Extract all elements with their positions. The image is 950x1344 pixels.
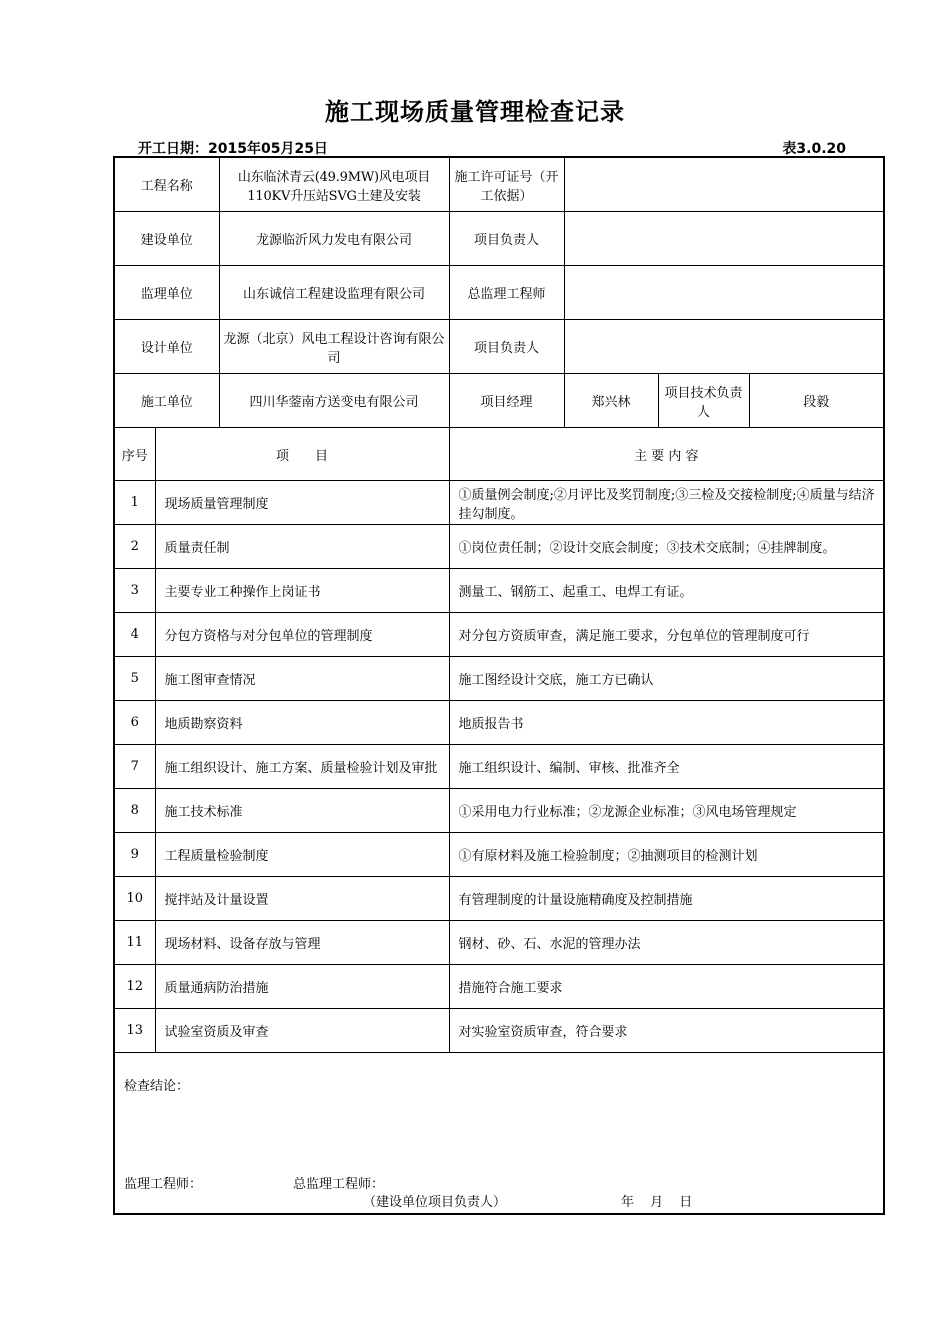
row-item: 施工图审查情况: [155, 657, 449, 701]
header-content: 主 要 内 容: [449, 428, 884, 481]
row-content: ①岗位责任制；②设计交底会制度；③技术交底制；④挂牌制度。: [449, 525, 884, 569]
info-row-project: [114, 157, 884, 212]
info-row-contractor: [114, 374, 884, 428]
row-item: 现场质量管理制度: [155, 481, 449, 525]
supervisor-label: 监理单位: [114, 266, 219, 320]
table-row: [114, 965, 884, 1009]
row-no: 5: [114, 657, 155, 701]
conclusion-row: [114, 1053, 884, 1215]
contractor-value: 四川华蓥南方送变电有限公司: [219, 374, 449, 428]
page-title: 施工现场质量管理检查记录: [325, 98, 625, 126]
row-no: 3: [114, 569, 155, 613]
header-item: 项 目: [155, 428, 449, 481]
owner-pm-label: 项目负责人: [449, 212, 564, 266]
table-row: [114, 833, 884, 877]
row-item: 质量通病防治措施: [155, 965, 449, 1009]
project-name-value: 山东临沭青云(49.9MW)风电项目110KV升压站SVG土建及安装: [219, 157, 449, 212]
row-no: 1: [114, 481, 155, 525]
row-content: 地质报告书: [449, 701, 884, 745]
row-item: 施工技术标准: [155, 789, 449, 833]
manager-label: 项目经理: [449, 374, 564, 428]
row-content: 对分包方资质审查，满足施工要求，分包单位的管理制度可行: [449, 613, 884, 657]
table-row: [114, 569, 884, 613]
permit-value: [564, 157, 884, 212]
row-content: 钢材、砂、石、水泥的管理办法: [449, 921, 884, 965]
design-pm-value: [564, 320, 884, 374]
row-content: 对实验室资质审查，符合要求: [449, 1009, 884, 1053]
chief-engineer-label: 总监理工程师: [449, 266, 564, 320]
chief-engineer-value: [564, 266, 884, 320]
owner-label: 建设单位: [114, 212, 219, 266]
row-item: 施工组织设计、施工方案、质量检验计划及审批: [155, 745, 449, 789]
project-name-label: 工程名称: [114, 157, 219, 212]
row-no: 11: [114, 921, 155, 965]
row-item: 搅拌站及计量设置: [155, 877, 449, 921]
row-content: 施工组织设计、编制、审核、批准齐全: [449, 745, 884, 789]
row-item: 质量责任制: [155, 525, 449, 569]
row-no: 2: [114, 525, 155, 569]
tech-lead-value: 段毅: [749, 374, 884, 428]
table-row: [114, 877, 884, 921]
table-row: [114, 657, 884, 701]
row-item: 现场材料、设备存放与管理: [155, 921, 449, 965]
row-no: 4: [114, 613, 155, 657]
owner-pm-signature: （建设单位项目负责人）: [363, 1195, 507, 1210]
owner-pm-value: [564, 212, 884, 266]
permit-label: 施工许可证号（开工依据）: [449, 157, 564, 212]
row-item: 分包方资格与对分包单位的管理制度: [155, 613, 449, 657]
signature-date: 年 月 日: [621, 1195, 699, 1210]
design-value: 龙源（北京）风电工程设计咨询有限公司: [219, 320, 449, 374]
supervisor-value: 山东诚信工程建设监理有限公司: [219, 266, 449, 320]
info-row-design: [114, 320, 884, 374]
row-item: 试验室资质及审查: [155, 1009, 449, 1053]
row-no: 9: [114, 833, 155, 877]
row-no: 10: [114, 877, 155, 921]
info-row-supervisor: [114, 266, 884, 320]
row-item: 工程质量检验制度: [155, 833, 449, 877]
design-label: 设计单位: [114, 320, 219, 374]
row-content: ①有原材料及施工检验制度；②抽测项目的检测计划: [449, 833, 884, 877]
table-row: [114, 921, 884, 965]
manager-value: 郑兴林: [564, 374, 658, 428]
owner-value: 龙源临沂风力发电有限公司: [219, 212, 449, 266]
items-header-row: [114, 428, 884, 481]
row-content: 施工图经设计交底，施工方已确认: [449, 657, 884, 701]
design-pm-label: 项目负责人: [449, 320, 564, 374]
row-no: 13: [114, 1009, 155, 1053]
conclusion-label: 检查结论：: [124, 1079, 190, 1094]
supervisor-engineer-signature: 监理工程师：: [124, 1177, 203, 1192]
row-item: 主要专业工种操作上岗证书: [155, 569, 449, 613]
row-content: 有管理制度的计量设施精确度及控制措施: [449, 877, 884, 921]
row-no: 7: [114, 745, 155, 789]
table-number: 表3.0.20: [782, 141, 846, 157]
row-item: 地质勘察资料: [155, 701, 449, 745]
table-row: [114, 745, 884, 789]
row-no: 12: [114, 965, 155, 1009]
contractor-label: 施工单位: [114, 374, 219, 428]
table-row: [114, 701, 884, 745]
header-no: 序号: [114, 428, 155, 481]
table-row: [114, 481, 884, 525]
info-row-owner: [114, 212, 884, 266]
subheader: [138, 138, 846, 156]
conclusion-cell: [114, 1053, 884, 1215]
inspection-table: [113, 156, 885, 1215]
table-row: [114, 525, 884, 569]
table-row: [114, 789, 884, 833]
row-content: ①质量例会制度;②月评比及奖罚制度;③三检及交接检制度;④质量与结济挂勾制度。: [449, 481, 884, 525]
row-content: 测量工、钢筋工、起重工、电焊工有证。: [449, 569, 884, 613]
row-no: 6: [114, 701, 155, 745]
tech-lead-label: 项目技术负责人: [658, 374, 749, 428]
table-row: [114, 613, 884, 657]
chief-engineer-signature: 总监理工程师：: [293, 1177, 385, 1192]
row-content: 措施符合施工要求: [449, 965, 884, 1009]
table-row: [114, 1009, 884, 1053]
row-no: 8: [114, 789, 155, 833]
row-content: ①采用电力行业标准；②龙源企业标准；③风电场管理规定: [449, 789, 884, 833]
start-date: 开工日期：2015年05月25日: [138, 141, 328, 157]
